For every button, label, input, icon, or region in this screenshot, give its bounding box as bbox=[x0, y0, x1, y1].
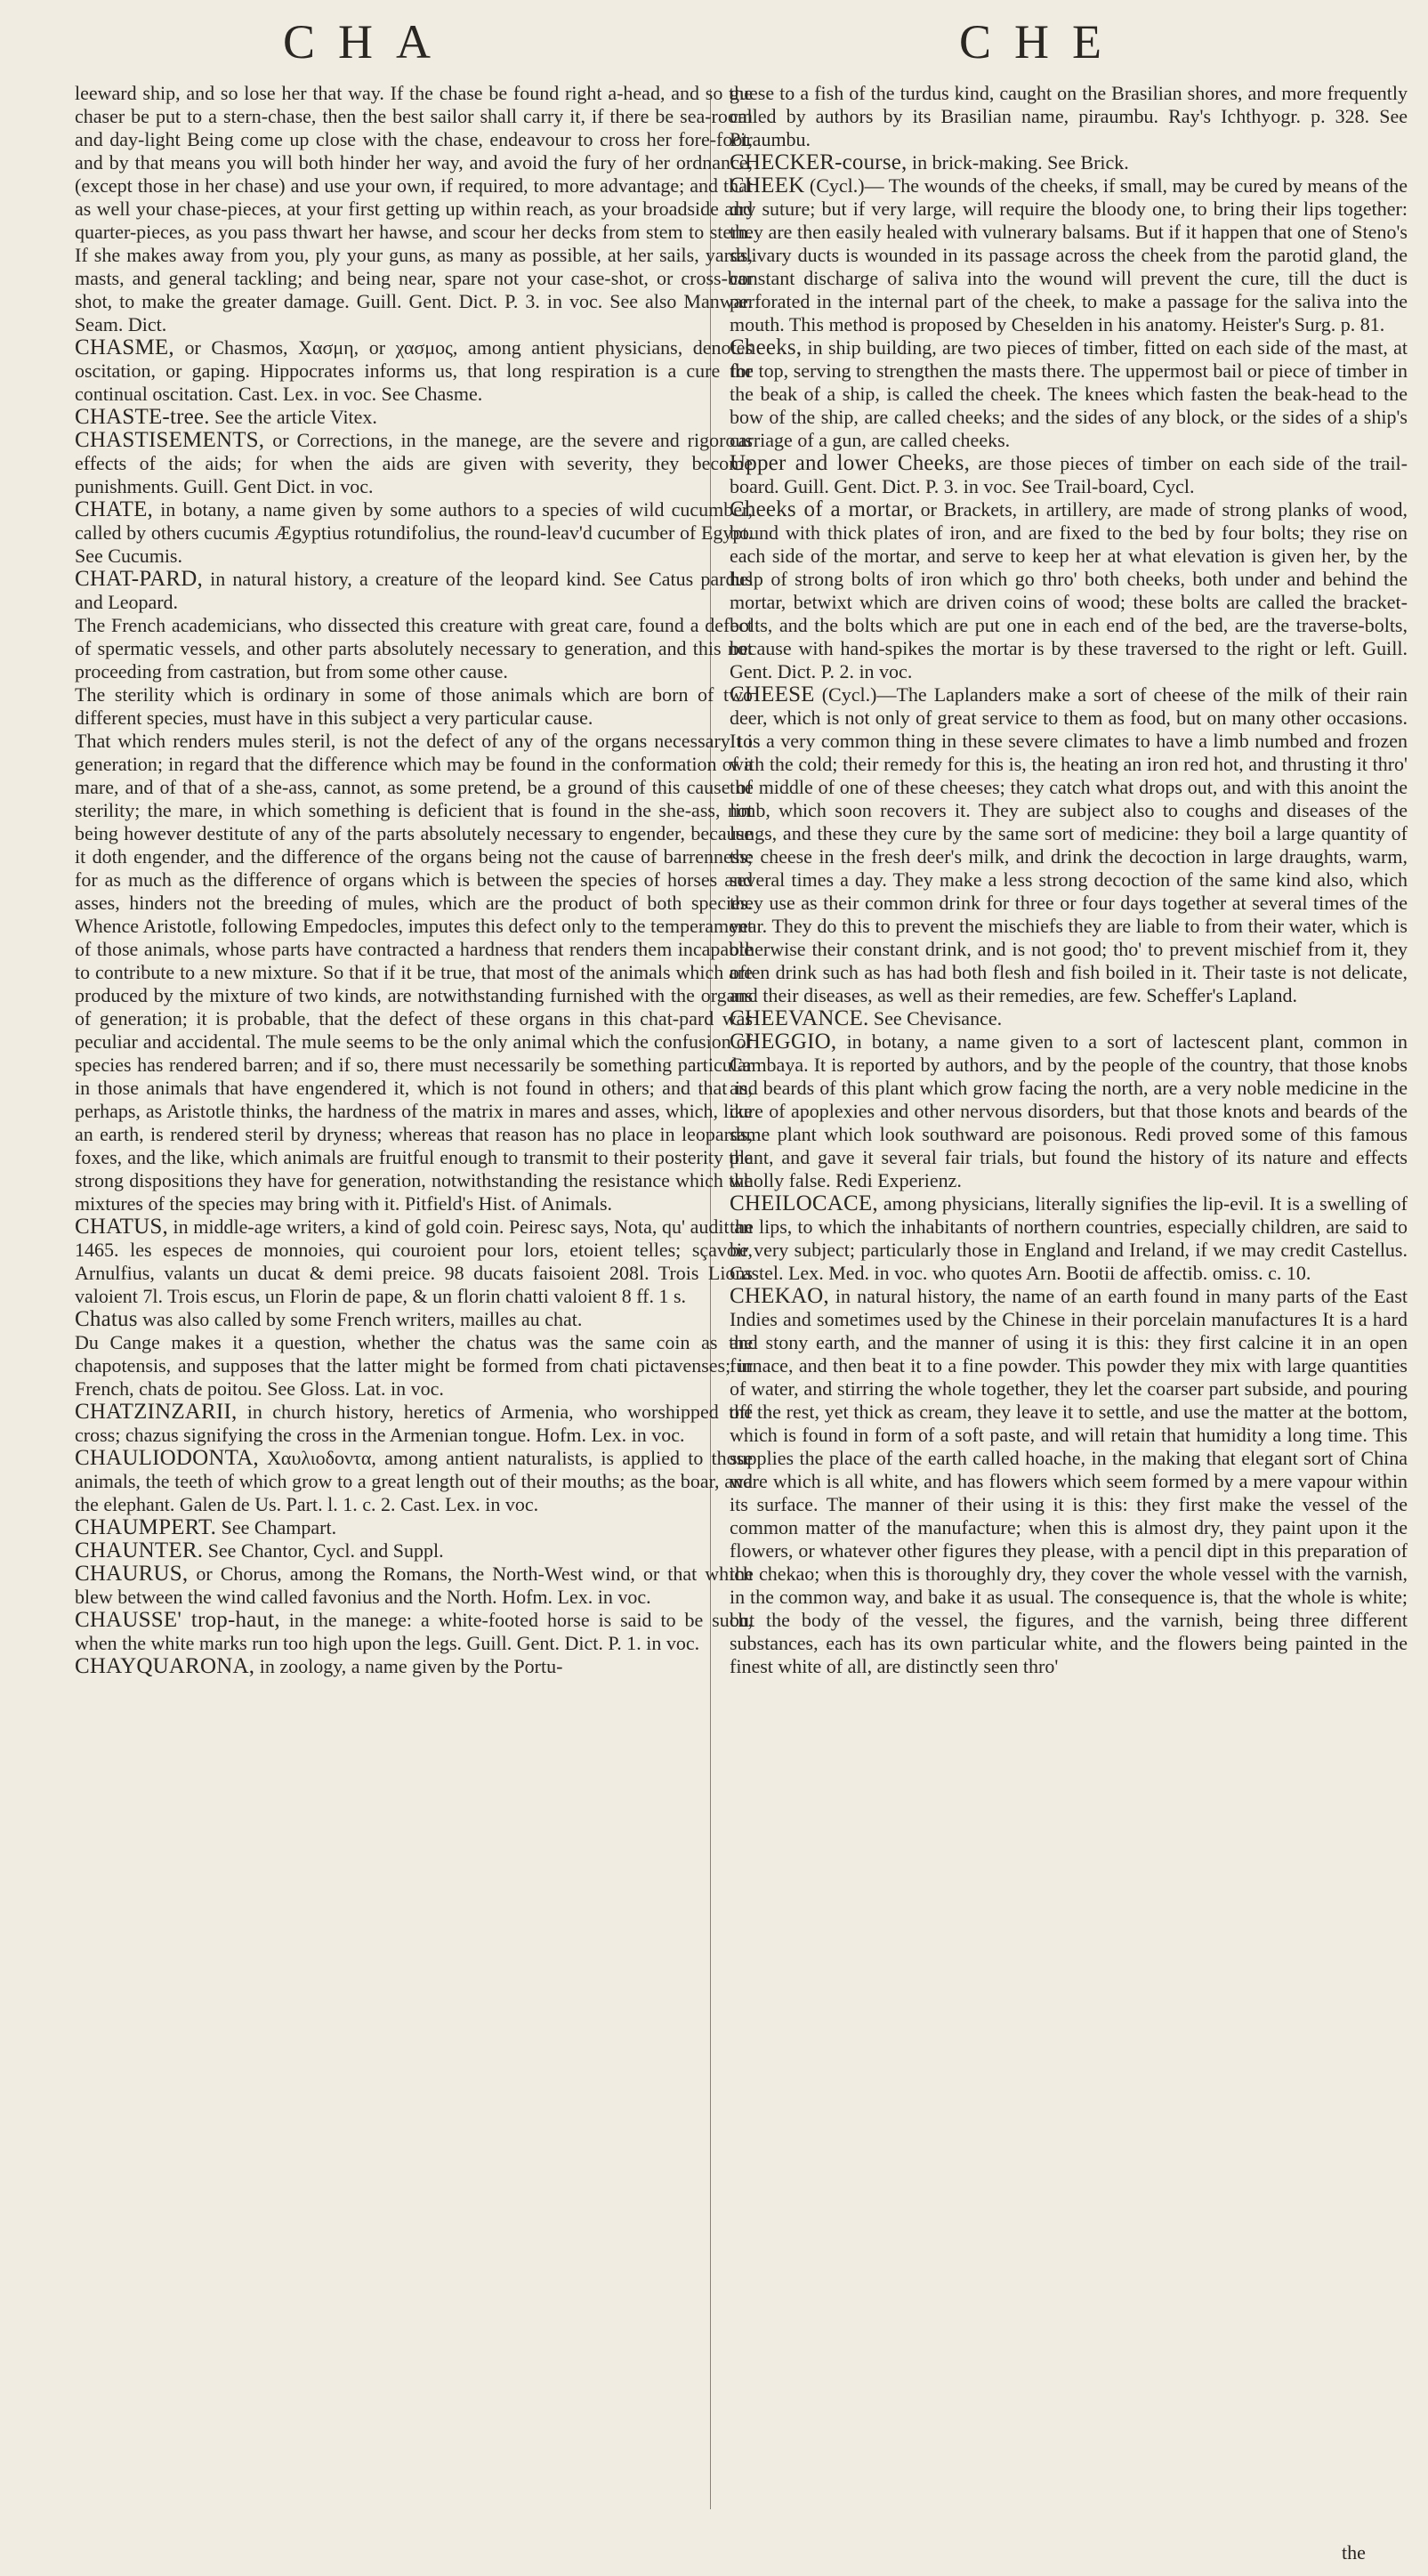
entry-text: are those pieces of timber on each side of the trail-board. Guill. Gent. Dict. P. 3. in voc. See Trail-board, Cycl. bbox=[730, 452, 1408, 497]
entry-text: (Cycl.)—The Laplanders make a sort of cheese of the milk of their rain deer, which is not only of great service to them as food, but on many other occasions. It is a very common thing in these severe climates to have a limb numbed and frozen with the cold; their remedy for this is, the heating an iron red hot, and thrusting it thro' the middle of one of these cheeses; they catch what drops out, and with this anoint the limb, which soon recovers it. They are subject also to coughs and diseases of the lungs, and these they cure by the same sort of medicine: they boil a large quantity of the cheese in the fresh deer's milk, and drink the decoction in large draughts, warm, several times a day. They make a less strong decoction of the same kind also, which they use as their common drink for three or four days together at several times of the year. They do this to prevent the mischiefs they are liable to from their water, which is otherwise their constant drink, and is not good; tho' to prevent mischief from it, they often drink such as has had both flesh and fish boiled in it. Their taste is not delicate, and their diseases, as well as their remedies, are few. Scheffer's Lapland. bbox=[730, 683, 1408, 1006]
entry-headword: Cheeks of a mortar, bbox=[730, 497, 914, 521]
dictionary-entry bbox=[75, 568, 753, 1215]
entry-text: (Cycl.)— The wounds of the cheeks, if small, may be cured by means of the dry suture; but if very large, will require the bloody one, to bring their lips together: they are then easily healed with vulnerary balsams. But if it happen that one of Steno's salivary ducts is wounded in its passage across the cheek from the parotid gland, the constant discharge of saliva into the wound will prevent the cure, till the duct is perforated in the internal part of the cheek, to make a passage for the saliva into the mouth. This method is proposed by Cheselden in his anatomy. Heister's Surg. p. 81. bbox=[730, 174, 1408, 335]
entry-text: or Corrections, in the manege, are the severe and rigorous effects of the aids; for when the aids are given with severity, they become punishments. Guill. Gent Dict. in voc. bbox=[75, 429, 753, 497]
entry-text: or Brackets, in artillery, are made of strong planks of wood, bound with thick plates of iron, and are fixed to the bed by four bolts; they rise on each side of the mortar, and serve to keep her at what elevation is given her, by the help of strong bolts of iron which go thro' both cheeks, both under and behind the mortar, betwixt which are driven coins of wood; these bolts are called the bracket-bolts, and the bolts which are put one in each end of the bed, are the traverse-bolts, because with hand-spikes the mortar is by these traversed to the right or left. Guill. Gent. Dict. P. 2. in voc. bbox=[730, 498, 1408, 682]
dictionary-entry bbox=[730, 1285, 1408, 1678]
dictionary-entry bbox=[730, 174, 1408, 336]
entry-text: in brick-making. See Brick. bbox=[912, 151, 1129, 174]
entry-headword: CHATZINZARII, bbox=[75, 1400, 238, 1424]
entry-headword: CHAURUS, bbox=[75, 1562, 189, 1586]
running-head-left: CHA bbox=[283, 15, 455, 69]
entry-text: in zoology, a name given by the Portu- bbox=[259, 1655, 563, 1677]
dictionary-entry bbox=[75, 498, 753, 568]
entry-text: Χαυλιοδοντα, among antient naturalists, is applied to those animals, the teeth of which grow to a great length out of their mouths; as the boar, and the elephant. Galen de Us. Part. l. 1. c. 2. Cast. Lex. in voc. bbox=[75, 1447, 753, 1515]
dictionary-entry bbox=[730, 1030, 1408, 1192]
entry-text: in natural history, the name of an earth found in many parts of the East Indies and sometimes used by the Chinese in their porcelain manufactures It is a hard and stony earth, and the manner of using it is this: they first calcine it in an open furnace, and then beat it to a fine powder. This powder they mix with large quantities of water, and stirring the whole together, they let the coarser part subside, and pouring off the rest, yet thick as cream, they leave it to settle, and use the matter at the bottom, which is found in form of a soft paste, and will retain that humidity a long time. This supplies the place of the earth called hoache, in the making that elegant sort of China ware which is all white, and has flowers which seem formed by a mere vapour within its surface. The manner of their using it is this: they first make the vessel of the common matter of the manufacture; when this is almost dry, they paint upon it the flowers, or whatever other figures they please, with a pencil dipt in this preparation of the chekao; when this is thoroughly dry, they cover the whole vessel with the varnish, in the common way, and bake it as usual. The consequence is, that the whole is white; but the body of the vessel, the figures, and the varnish, being three different substances, each has its own particular white, and the flowers being painted in the finest white of all, are distinctly seen thro' bbox=[730, 1285, 1408, 1677]
entry-text: in ship building, are two pieces of timber, fitted on each side of the mast, at the top, serving to strengthen the masts there. The uppermost bail or piece of timber in the beak of a ship, is called the cheek. The knees which fasten the beak-head to the bow of the ship, are called cheeks; and the sides of any block, or the sides of a ship's carriage of a gun, are called cheeks. bbox=[730, 336, 1408, 451]
entry-headword: CHEEVANCE. bbox=[730, 1006, 869, 1030]
entry-headword: CHEEK bbox=[730, 174, 805, 198]
left-column bbox=[75, 82, 753, 1678]
entry-text: or Chorus, among the Romans, the North-West wind, or that which blew between the wind called favonius and the North. Hofm. Lex. in voc. bbox=[75, 1563, 754, 1608]
entry-headword: CHEKAO, bbox=[730, 1284, 829, 1308]
dictionary-entry bbox=[730, 151, 1408, 174]
dictionary-entry bbox=[730, 1007, 1408, 1030]
entry-text: leeward ship, and so lose her that way. If the chase be found right a-head, and so the chaser be put to a stern-chase, then the best sailor shall carry it, if there be sea-room and day-light Being come up close with the chase, endeavour to cross her fore-foot, and by that means you will both hinder her way, and avoid the fury of her ordnance, (except those in her chase) and use your own, if required, to more advantage; and that as well your chase-pieces, at your first getting up within reach, as your broadside and quarter-pieces, as you pass thwart her hawse, and scour her decks from stem to stern. If she makes away from you, ply your guns, as many as possible, at her sails, yards, masts, and general tackling; and being near, spare not your case-shot, or cross-bar shot, to make the greater damage. Guill. Gent. Dict. P. 3. in voc. See also Manwar. Seam. Dict. bbox=[75, 82, 753, 335]
dictionary-entry bbox=[75, 1655, 753, 1678]
entry-headword: CHASTE-tree. bbox=[75, 405, 210, 429]
dictionary-entry bbox=[75, 1401, 753, 1447]
entry-headword: CHECKER-course, bbox=[730, 150, 908, 174]
dictionary-entry bbox=[75, 1447, 753, 1516]
entry-text: in middle-age writers, a kind of gold coin. Peiresc says, Nota, qu' audit an 1465. les especes de monnoies, qui couroient pour lors, etoient telles; sçavoir, Arnulfius, valants un ducat & demi preice. 98 ducats faisoient 208l. Trois Lions valoient 7l. Trois escus, un Florin de pape, & un florin chatti valoient 8 ff. 1 s. bbox=[75, 1215, 753, 1307]
entry-text: in botany, a name given to a sort of lactescent plant, common in Cambaya. It is reported by authors, and by the people of the country, that those knobs and beards of this plant which grow facing the north, are a very noble medicine in the cure of apoplexies and other nervous disorders, but that those knots and beards of the same plant which look southward are poisonous. Redi proved some of this famous plant, and gave it several fair trials, but found the history of its nature and effects wholly false. Redi Experienz. bbox=[730, 1030, 1408, 1191]
entry-headword: CHEGGIO, bbox=[730, 1030, 837, 1054]
dictionary-entry bbox=[75, 336, 753, 406]
entry-text: See Champart. bbox=[221, 1516, 337, 1538]
entry-text: was also called by some French writers, mailles au chat. bbox=[142, 1308, 583, 1330]
catchword: the bbox=[1342, 2541, 1366, 2564]
entry-headword: CHASTISEMENTS, bbox=[75, 428, 265, 452]
entry-text: in the manege: a white-footed horse is said to be such, when the white marks run too high upon the legs. Guill. Gent. Dict. P. 1. in voc. bbox=[75, 1609, 754, 1654]
entry-headword: CHAUMPERT. bbox=[75, 1515, 217, 1539]
entry-headword: Cheeks, bbox=[730, 335, 803, 359]
dictionary-entry bbox=[75, 82, 753, 336]
entry-headword: CHAT-PARD, bbox=[75, 567, 203, 591]
entry-paragraph: That which renders mules steril, is not the defect of any of the organs necessary to generation; in regard that the difference which may be found in the conformation of a mare, and of that of a she-ass, cannot, as some pretend, be a ground of this cause of sterility; the mare, in which something is deficient that is found in the she-ass, not being however destitute of any of the parts absolutely necessary to engender, because it doth engender, and the difference of the organs being not the cause of barrenness; for as much as the difference of organs which is between the species of horses and asses, hinders not the breeding of mules, which are the product of both species. Whence Aristotle, following Empedocles, imputes this defect only to the temperament of those animals, whose parts have contracted a hardness that renders them incapable to contribute to a new mixture. So that if it be true, that most of the animals which are produced by the mixture of two kinds, are notwithstanding furnished with the organs of generation; it is probable, that the defect of these organs in this chat-pard was peculiar and accidental. The mule seems to be the only animal which the confusion of species has rendered barren; and if so, there must necessarily be something particular in those animals that have engendered it, which is not found in others; and that is, perhaps, as Aristotle thinks, the hardness of the matrix in mares and asses, which, like an earth, is rendered steril by dryness; whereas that reason has no place in leopards, foxes, and the like, which animals are fruitful enough to transmit to their posterity the strong dispositions they have for generation, notwithstanding the resistance which the mixtures of the species may bring with it. Pitfield's Hist. of Animals. bbox=[75, 730, 753, 1215]
entry-headword: Upper and lower Cheeks, bbox=[730, 451, 971, 475]
dictionary-entry bbox=[730, 1192, 1408, 1285]
entry-text: or Chasmos, Χασμη, or χασμος, among antient physicians, denotes oscitation, or gaping. Hippocrates informs us, that long respiration is a cure for continual oscitation. Cast. Lex. in voc. See Chasme. bbox=[75, 336, 754, 405]
entry-text: See Chantor, Cycl. and Suppl. bbox=[207, 1539, 444, 1562]
entry-headword: CHAYQUARONA, bbox=[75, 1654, 255, 1678]
entry-headword: CHATUS, bbox=[75, 1215, 168, 1239]
right-column bbox=[730, 82, 1408, 1678]
dictionary-entry bbox=[75, 1609, 753, 1655]
dictionary-entry bbox=[75, 1308, 753, 1401]
entry-text: See the article Vitex. bbox=[214, 406, 377, 428]
entry-text: See Chevisance. bbox=[873, 1007, 1003, 1030]
entry-headword: CHAUSSE' trop-haut, bbox=[75, 1608, 280, 1632]
dictionary-entry bbox=[75, 1563, 753, 1609]
entry-text: in church history, heretics of Armenia, who worshipped the cross; chazus signifying the cross in the Armenian tongue. Hofm. Lex. in voc. bbox=[75, 1401, 754, 1446]
dictionary-entry bbox=[730, 452, 1408, 498]
entry-headword: CHAUNTER. bbox=[75, 1538, 204, 1563]
entry-paragraph: The sterility which is ordinary in some of those animals which are born of two different species, must have in this subject a very particular cause. bbox=[75, 683, 753, 729]
entry-headword: Chatus bbox=[75, 1307, 138, 1331]
entry-headword: CHAULIODONTA, bbox=[75, 1446, 259, 1470]
dictionary-entry bbox=[730, 336, 1408, 452]
running-head bbox=[0, 7, 1428, 77]
dictionary-entry bbox=[75, 1516, 753, 1539]
dictionary-entry bbox=[75, 429, 753, 498]
entry-text: among physicians, literally signifies the lip-evil. It is a swelling of the lips, to which the inhabitants of northern countries, especially children, are said to be very subject; particularly those in England and Ireland, if we may credit Castellus. Castel. Lex. Med. in voc. who quotes Arn. Bootii de affectib. omiss. c. 10. bbox=[730, 1192, 1408, 1284]
dictionary-entry bbox=[730, 683, 1408, 1007]
dictionary-entry bbox=[75, 406, 753, 429]
entry-headword: CHATE, bbox=[75, 497, 154, 521]
entry-headword: CHEILOCACE, bbox=[730, 1191, 878, 1215]
entry-headword: CHASME, bbox=[75, 335, 174, 359]
entry-text: in natural history, a creature of the leopard kind. See Catus pardus and Leopard. bbox=[75, 568, 754, 613]
entry-text: in botany, a name given by some authors to a species of wild cucumber, called by others cucumis Ægyptius rotundifolius, the round-leav'd cucumber of Egypt. See Cucumis. bbox=[75, 498, 754, 567]
entry-headword: CHEESE bbox=[730, 682, 815, 707]
dictionary-entry bbox=[75, 1539, 753, 1563]
entry-paragraph: The French academicians, who dissected this creature with great care, found a defect of spermatic vessels, and other parts absolutely necessary to generation, and this not proceeding from castration, but from some other cause. bbox=[75, 614, 753, 682]
entry-paragraph: Du Cange makes it a question, whether the chatus was the same coin as the chapotensis, and supposes that the latter might be formed from chati pictavenses; in French, chats de poitou. See Gloss. Lat. in voc. bbox=[75, 1331, 753, 1400]
entry-text: guese to a fish of the turdus kind, caught on the Brasilian shores, and more frequently called by authors by its Brasilian name, piraumbu. Ray's Ichthyogr. p. 328. See Piraumbu. bbox=[730, 82, 1408, 150]
dictionary-entry bbox=[75, 1215, 753, 1308]
dictionary-entry bbox=[730, 82, 1408, 151]
running-head-right: CHE bbox=[959, 15, 1125, 69]
dictionary-entry bbox=[730, 498, 1408, 683]
